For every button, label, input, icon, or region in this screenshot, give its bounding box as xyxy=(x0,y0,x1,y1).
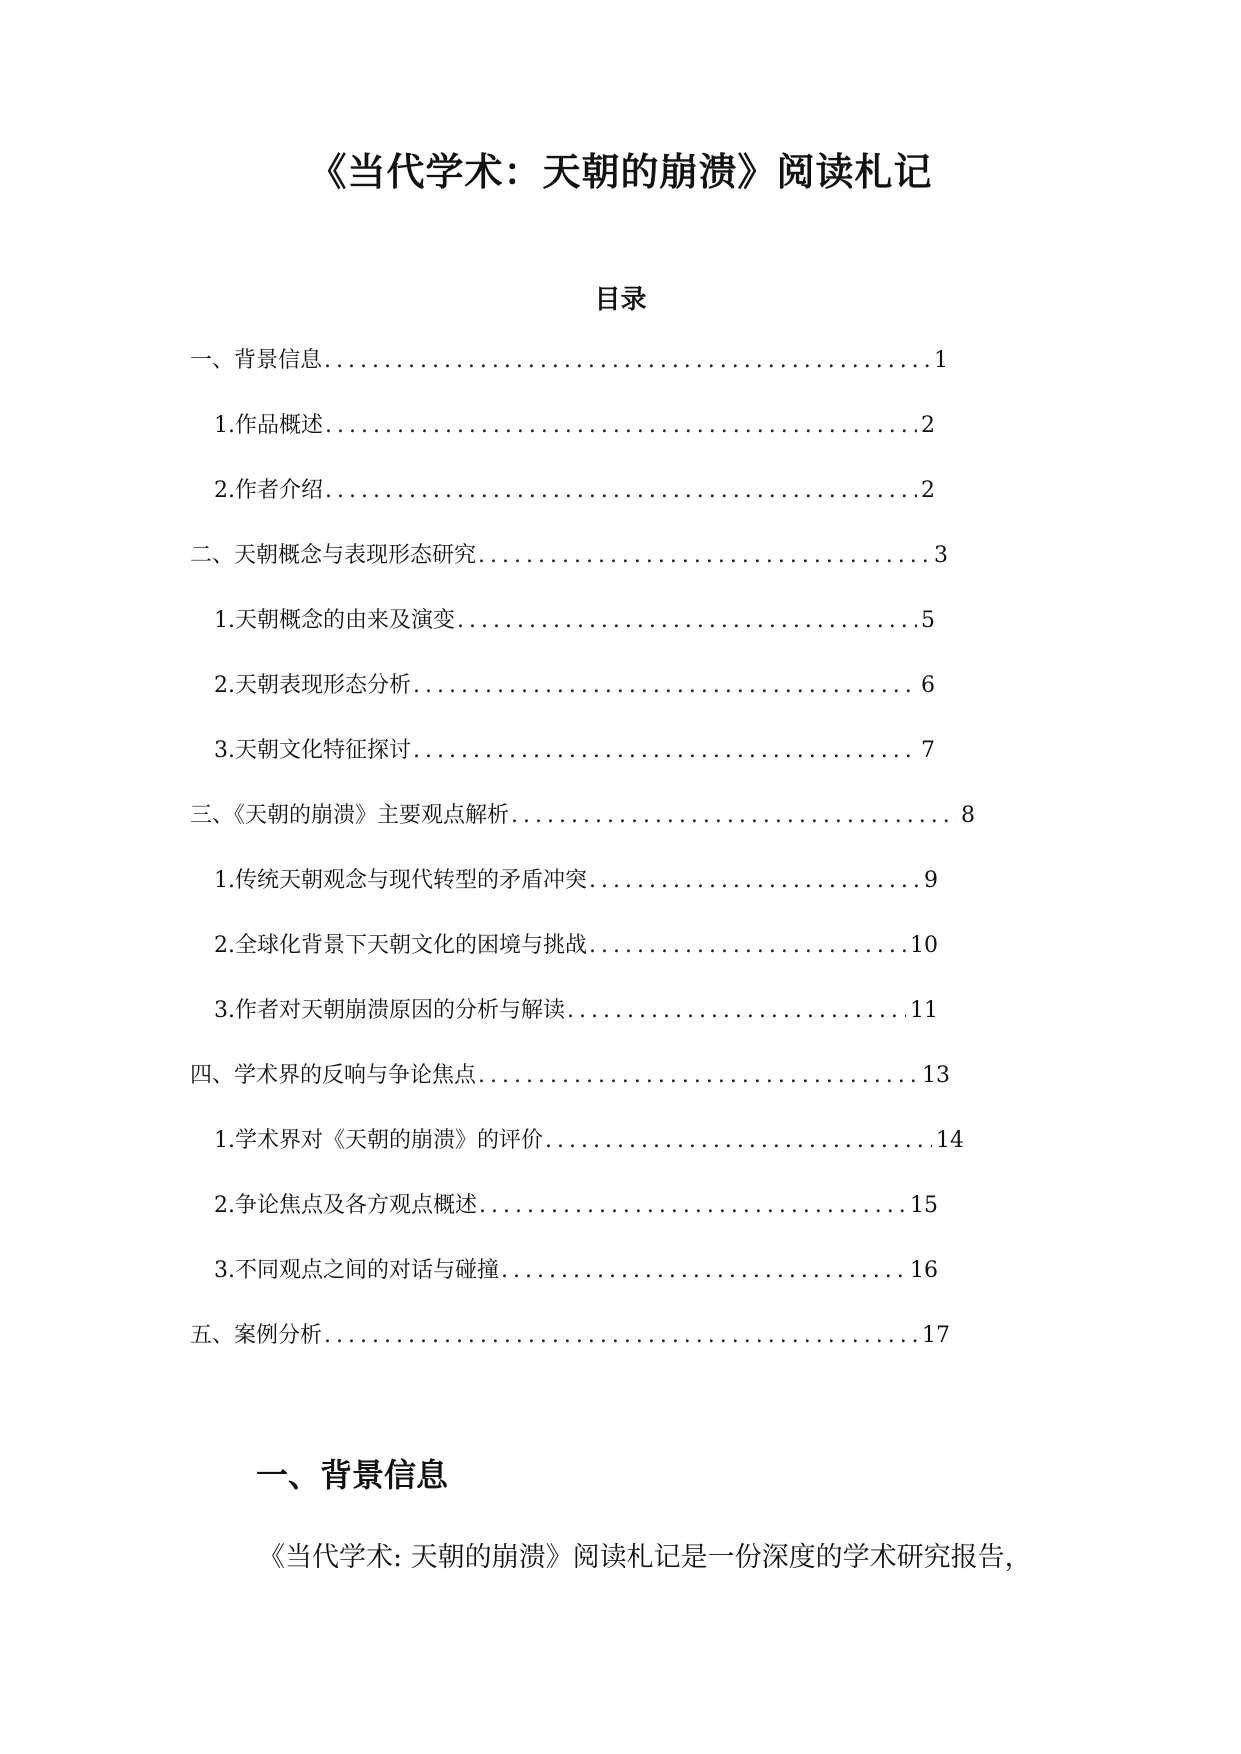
toc-page-number: 14 xyxy=(936,1128,964,1153)
toc-entry-item[interactable] xyxy=(214,411,935,441)
toc-entry-label: 不同观点之间的对话与碰撞 xyxy=(235,1258,500,1283)
toc-entry-label: 学术界对《天朝的崩溃》的评价 xyxy=(235,1128,544,1153)
section-heading: 一、背景信息 xyxy=(256,1456,449,1494)
toc-entry-section-5[interactable] xyxy=(190,1321,950,1351)
toc-entry-item[interactable] xyxy=(214,606,935,636)
toc-leader-dots xyxy=(589,866,920,896)
toc-page-number: 11 xyxy=(910,998,938,1023)
toc-entry-section-1[interactable] xyxy=(190,346,948,376)
toc-entry-number: 3. xyxy=(214,1258,235,1283)
document-title: 《当代学术：天朝的崩溃》阅读札记 xyxy=(308,150,933,194)
toc-leader-dots xyxy=(325,476,917,506)
toc-entry-label: 争论焦点及各方观点概述 xyxy=(235,1193,478,1218)
toc-page-number: 2 xyxy=(921,478,935,503)
toc-entry-number: 2. xyxy=(214,673,235,698)
toc-entry-label: 作者介绍 xyxy=(235,478,324,503)
toc-entry-section-2[interactable] xyxy=(190,541,948,571)
toc-page-number: 5 xyxy=(921,608,935,633)
toc-leader-dots xyxy=(545,1126,932,1156)
toc-entry-label: 二、天朝概念与表现形态研究 xyxy=(190,543,477,568)
toc-page-number: 8 xyxy=(961,803,975,828)
toc-entry-label: 四、学术界的反响与争论焦点 xyxy=(190,1063,477,1088)
toc-entry-label: 天朝概念的由来及演变 xyxy=(235,608,456,633)
toc-entry-label: 天朝文化特征探讨 xyxy=(235,738,412,763)
toc-leader-dots xyxy=(501,1256,906,1286)
toc-page-number: 7 xyxy=(921,738,935,763)
toc-leader-dots xyxy=(478,541,930,571)
toc-page-number: 16 xyxy=(910,1258,938,1283)
toc-leader-dots xyxy=(589,931,906,961)
toc-leader-dots xyxy=(325,411,917,441)
toc-entry-section-4[interactable] xyxy=(190,1061,950,1091)
toc-leader-dots xyxy=(479,1191,906,1221)
toc-entry-item[interactable] xyxy=(214,1126,964,1156)
toc-leader-dots xyxy=(478,1061,918,1091)
toc-leader-dots xyxy=(413,736,917,766)
toc-leader-dots xyxy=(324,346,930,376)
toc-page-number: 13 xyxy=(922,1063,950,1088)
toc-entry-number: 2. xyxy=(214,1193,235,1218)
toc-entry-item[interactable] xyxy=(214,736,935,766)
toc-entry-number: 2. xyxy=(214,933,235,958)
toc-entry-section-3[interactable] xyxy=(190,801,975,831)
toc-entry-item[interactable] xyxy=(214,671,935,701)
toc-page-number: 2 xyxy=(921,413,935,438)
toc-entry-number: 1. xyxy=(214,413,235,438)
toc-entry-label: 天朝表现形态分析 xyxy=(235,673,412,698)
toc-entry-number: 1. xyxy=(214,868,235,893)
toc-entry-label: 作品概述 xyxy=(235,413,324,438)
toc-page-number: 15 xyxy=(910,1193,938,1218)
toc-entry-label: 一、背景信息 xyxy=(190,348,323,373)
toc-entry-item[interactable] xyxy=(214,1191,938,1221)
toc-page-number: 6 xyxy=(921,673,935,698)
toc-entry-item[interactable] xyxy=(214,866,938,896)
toc-entry-item[interactable] xyxy=(214,996,938,1026)
toc-entry-number: 1. xyxy=(214,1128,235,1153)
toc-entry-label: 三、《天朝的崩溃》主要观点解析 xyxy=(190,803,510,828)
toc-entry-label: 全球化背景下天朝文化的困境与挑战 xyxy=(235,933,588,958)
toc-entry-number: 3. xyxy=(214,738,235,763)
toc-entry-label: 五、案例分析 xyxy=(190,1323,323,1348)
toc-heading: 目录 xyxy=(594,285,647,315)
toc-entry-number: 3. xyxy=(214,998,235,1023)
toc-page-number: 9 xyxy=(924,868,938,893)
body-paragraph: 《当代学术: 天朝的崩溃》阅读札记是一份深度的学术研究报告， xyxy=(258,1542,1032,1573)
toc-entry-item[interactable] xyxy=(214,476,935,506)
toc-page-number: 17 xyxy=(922,1323,950,1348)
toc-entry-label: 作者对天朝崩溃原因的分析与解读 xyxy=(235,998,566,1023)
toc-leader-dots xyxy=(413,671,917,701)
toc-leader-dots xyxy=(324,1321,918,1351)
toc-entry-number: 1. xyxy=(214,608,235,633)
toc-leader-dots xyxy=(511,801,957,831)
toc-leader-dots xyxy=(567,996,906,1026)
toc-entry-item[interactable] xyxy=(214,931,938,961)
toc-entry-label: 传统天朝观念与现代转型的矛盾冲突 xyxy=(235,868,588,893)
toc-page-number: 1 xyxy=(934,348,948,373)
toc-page-number: 10 xyxy=(910,933,938,958)
toc-entry-item[interactable] xyxy=(214,1256,938,1286)
toc-entry-number: 2. xyxy=(214,478,235,503)
toc-leader-dots xyxy=(457,606,917,636)
toc-page-number: 3 xyxy=(934,543,948,568)
